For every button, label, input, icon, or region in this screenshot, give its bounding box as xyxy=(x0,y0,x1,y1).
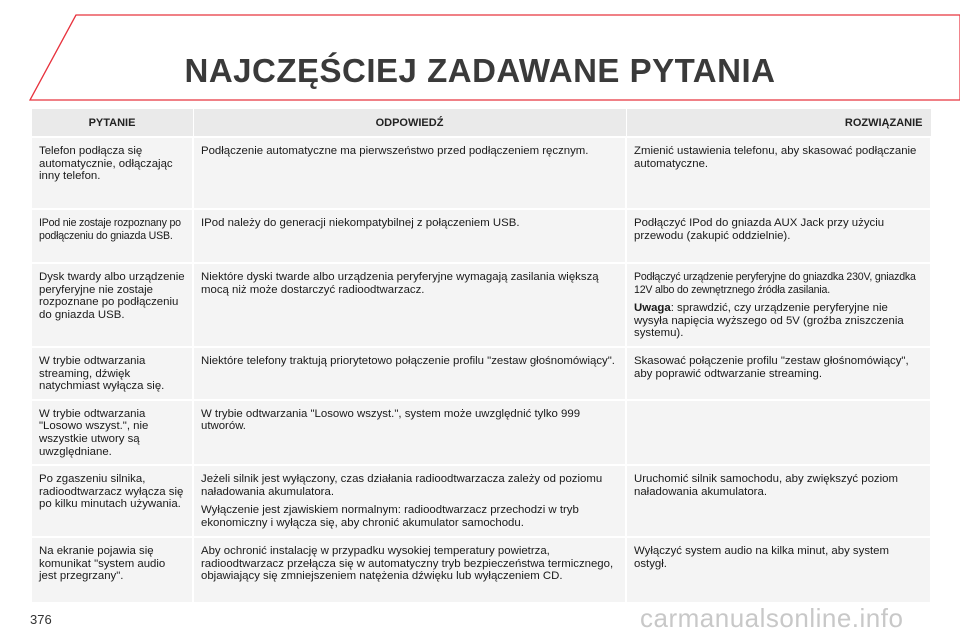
page-number: 376 xyxy=(30,612,52,627)
table-row xyxy=(31,209,931,263)
table-row xyxy=(31,465,931,537)
page-title: NAJCZĘŚCIEJ ZADAWANE PYTANIA xyxy=(184,52,776,89)
question-cell: Dysk twardy albo urządzenie peryferyjne nie zostaje rozpoznane po podłączeniu do gniazda USB. xyxy=(31,263,193,347)
answer-cell: Niektóre telefony traktują priorytetowo połączenie profilu "zestaw głośnomówiący". xyxy=(193,347,626,400)
answer-text-2: Wyłączenie jest zjawiskiem normalnym: radioodtwarzacz przechodzi w tryb ekonomiczny i wyłącza się, aby chronić akumulator samochodu. xyxy=(201,504,579,529)
table-row xyxy=(31,263,931,347)
header-answer: ODPOWIEDŹ xyxy=(193,109,626,138)
solution-cell: Wyłączyć system audio na kilka minut, aby system ostygł. xyxy=(626,537,931,603)
question-cell: W trybie odtwarzania streaming, dźwięk natychmiast wyłącza się. xyxy=(31,347,193,400)
solution-cell: Zmienić ustawienia telefonu, aby skasować podłączanie automatyczne. xyxy=(626,137,931,209)
table-row xyxy=(31,347,931,400)
question-cell: Na ekranie pojawia się komunikat "system audio jest przegrzany". xyxy=(31,537,193,603)
answer-cell xyxy=(193,465,626,537)
note-text: : sprawdzić, czy urządzenie peryferyjne nie wysyła napięcia wyższego od 5V (groźba zniszczenia systemu). xyxy=(634,302,904,340)
solution-cell: Skasować połączenie profilu "zestaw głośnomówiący", aby poprawić odtwarzanie streaming. xyxy=(626,347,931,400)
question-text: IPod nie zostaje rozpoznany po podłączeniu do gniazda USB. xyxy=(39,217,181,242)
answer-text: Jeżeli silnik jest wyłączony, czas działania radioodtwarzacza zależy od poziomu naładowania akumulatora. xyxy=(201,473,603,498)
answer-cell: W trybie odtwarzania "Losowo wszyst.", system może uwzględnić tylko 999 utworów. xyxy=(193,400,626,465)
answer-cell: Niektóre dyski twarde albo urządzenia peryferyjne wymagają zasilania większą mocą niż może dostarczyć radioodtwarzacz. xyxy=(193,263,626,347)
solution-cell: Uruchomić silnik samochodu, aby zwiększyć poziom naładowania akumulatora. xyxy=(626,465,931,537)
answer-cell: Podłączenie automatyczne ma pierwszeństwo przed podłączeniem ręcznym. xyxy=(193,137,626,209)
faq-table xyxy=(30,108,932,604)
answer-cell: Aby ochronić instalację w przypadku wysokiej temperatury powietrza, radioodtwarzacz przełącza się w automatyczny tryb bezpieczeństwa termicznego, objawiający się zmniejszeniem natężenia dźwięku lub wyłączeniem CD. xyxy=(193,537,626,603)
solution-cell xyxy=(626,400,931,465)
table-row xyxy=(31,137,931,209)
table-row xyxy=(31,400,931,465)
question-cell xyxy=(31,209,193,263)
table-header-row xyxy=(31,109,931,138)
watermark: carmanualsonline.info xyxy=(640,603,904,633)
table-row xyxy=(31,537,931,603)
header-solution: ROZWIĄZANIE xyxy=(626,109,931,138)
header-question: PYTANIE xyxy=(31,109,193,138)
solution-cell: Podłączyć IPod do gniazda AUX Jack przy użyciu przewodu (zakupić oddzielnie). xyxy=(626,209,931,263)
answer-cell: IPod należy do generacji niekompatybilnej z połączeniem USB. xyxy=(193,209,626,263)
solution-text: Podłączyć urządzenie peryferyjne do gniazdka 230V, gniazdka 12V albo do zewnętrznego źródła zasilania. xyxy=(634,271,916,296)
question-cell: Telefon podłącza się automatycznie, odłączając inny telefon. xyxy=(31,137,193,209)
question-cell: Po zgaszeniu silnika, radioodtwarzacz wyłącza się po kilku minutach używania. xyxy=(31,465,193,537)
solution-cell xyxy=(626,263,931,347)
solution-note xyxy=(634,302,924,340)
note-label: Uwaga xyxy=(634,302,671,315)
question-cell: W trybie odtwarzania "Losowo wszyst.", nie wszystkie utwory są uwzględniane. xyxy=(31,400,193,465)
